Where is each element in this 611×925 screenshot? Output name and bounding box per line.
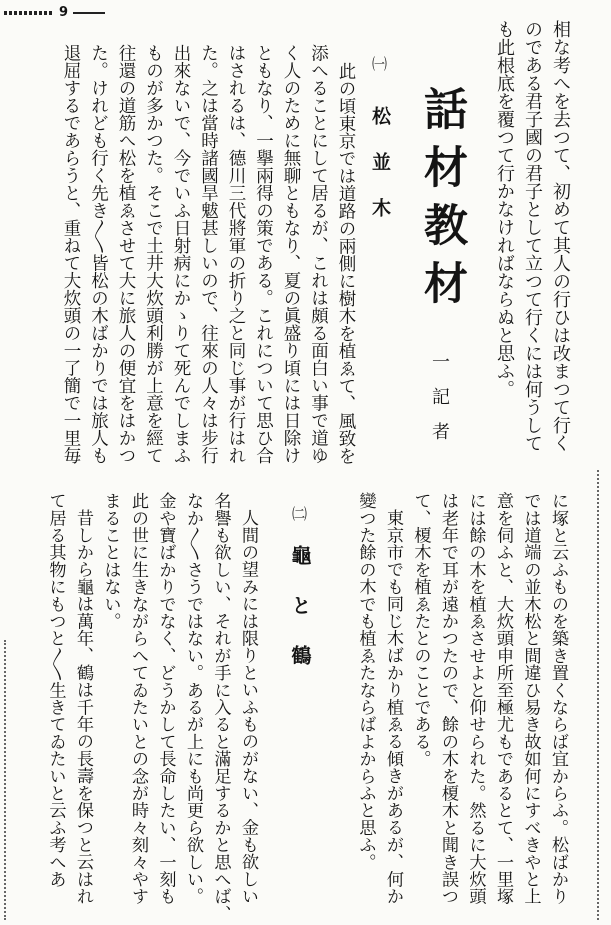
- text-line: 意を伺ふと、大炊頭申所至極尤もであるとて、一里塚: [493, 492, 513, 905]
- text-line: て、榎木を植ゑたとのことである。: [410, 492, 431, 768]
- article-byline: 一記者: [429, 352, 450, 457]
- header-wave-ornament: [4, 11, 54, 15]
- text-line: 金や寶ばかりでなく、どうかして長命したい、一刻も: [155, 492, 176, 905]
- section-heading: 龜と鶴: [288, 545, 312, 695]
- text-line: ともなり、一擧兩得の策である。これについて思ひ合: [253, 44, 274, 464]
- text-line: ものが多かつた。そこで土井大炊頭利勝が上意を經て: [143, 44, 164, 464]
- page-header: [4, 5, 105, 20]
- text-line: 添へることにして居るが、これは頗る面白い事で道ゆ: [308, 44, 329, 464]
- page-edge-dotted-line: [597, 470, 599, 920]
- text-line: まることはない。: [100, 492, 121, 630]
- section-number: ㈠: [370, 56, 388, 71]
- section-body: [41, 492, 261, 922]
- text-line: 人間の望みには限りといふものがない、金も欲しい: [238, 509, 258, 905]
- text-line: なか〳〵さうではない。あるが上にも尚更ら欲しい。: [183, 492, 203, 905]
- text-line: た。けれども行く先き〳〵皆松の木ばかりでは旅人も: [88, 44, 109, 464]
- text-line: では道端の並木松と間違ひ易き故如何にすべきやと上: [520, 492, 541, 905]
- text-line: 東京市でも同じ木ばかり植ゑる傾きがあるが、何か: [383, 509, 403, 905]
- text-line: は老年で耳が遠かつたので、餘の木を榎木と聞き誤つ: [438, 492, 458, 905]
- text-line: に塚と云ふものを築き置くならば宜からふ。松ばかり: [548, 492, 568, 905]
- text-line: く人のために無聊ともなり、夏の眞盛り頃には日除け: [281, 44, 301, 464]
- text-line: 退屈するであらうと、重ねて大炊頭の一了簡で一里毎: [61, 44, 81, 464]
- section-body: [57, 44, 360, 464]
- section-heading: 松並木: [369, 106, 391, 244]
- text-line: のである君子國の君子として立つて行くには何うして: [522, 20, 543, 452]
- text-line: 此の世に生きながらへてゐたいとの念が時々刻々やす: [128, 492, 148, 905]
- article-title: 話材教材: [416, 86, 467, 318]
- section-number: ㈡: [290, 506, 308, 521]
- section-body-continued: [351, 492, 571, 905]
- text-line: 變つた餘の木でも植ゑたならばよからふと思ふ。: [355, 492, 376, 871]
- text-line: 相な考へを去つて、初めて其人の行ひは改まつて行く: [550, 20, 571, 452]
- text-line: はされるは、德川三代將軍の折り之と同じ事が行はれ: [226, 44, 246, 464]
- text-line: 出來ないで、今でいふ日射病にかゝりて死んでしまふ: [171, 44, 191, 464]
- text-line: 昔しから龜は萬年、鶴は千年の長壽を保つと云はれ: [73, 509, 93, 905]
- text-line: 往還の道筋へ松を植ゑさせて大に旅人の便宜をはかつ: [116, 44, 136, 464]
- previous-article-continuation: [490, 20, 574, 452]
- page-number: 9: [59, 5, 69, 20]
- header-rule: [73, 12, 105, 14]
- page-edge-dotted-line: [4, 640, 6, 920]
- text-line: た。之は當時諸國旱魃甚しいので、往來の人々は步行: [198, 44, 219, 464]
- text-line: て居る其物にもつと〳〵生きてゐたいと云ふ考へあ: [45, 492, 66, 888]
- text-line: には餘の木を植ゑさせよと仰せられた。然るに大炊頭: [465, 492, 486, 905]
- text-line: 名譽も欲しい、それが手に入ると滿足するかと思へば、: [210, 492, 231, 922]
- text-line: 此の頃東京では道路の兩側に樹木を植ゑて、風致を: [336, 61, 356, 464]
- text-line: も此根底を覆つて行かなければならぬと思ふ。: [494, 20, 515, 398]
